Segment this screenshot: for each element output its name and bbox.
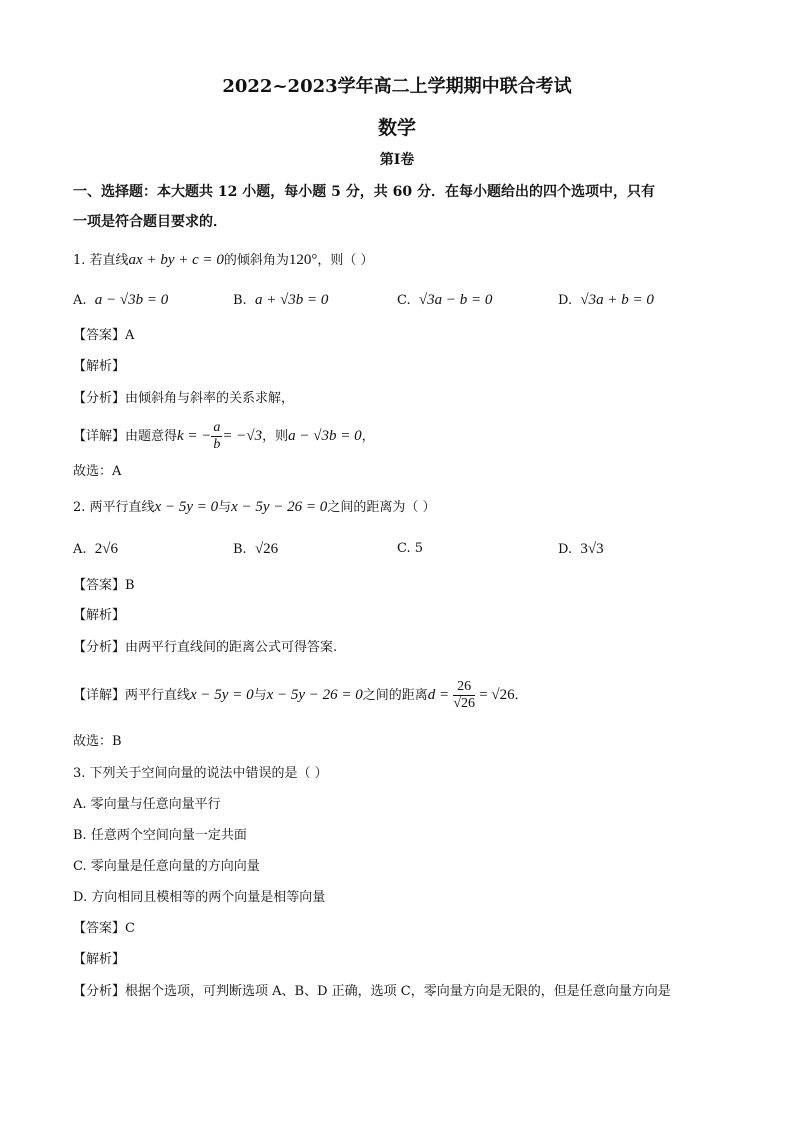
q2-distance-d: d = bbox=[427, 687, 450, 703]
q1-option-b-label: B. bbox=[233, 293, 247, 308]
q1-line-equation: ax + by + c = 0 bbox=[128, 252, 224, 268]
q3-option-a: A. 零向量与任意向量平行 bbox=[73, 797, 221, 812]
q2-option-d-text: 3√3 bbox=[580, 541, 604, 557]
q1-slope-k: k = − bbox=[177, 428, 212, 444]
q2-option-d-label: D. bbox=[558, 542, 573, 557]
q2-fraction bbox=[453, 679, 475, 712]
q1-slope-value: = −√3 bbox=[222, 428, 263, 444]
section-heading-line2: 一项是符合题目要求的． bbox=[73, 214, 227, 230]
q3-option-b: B. 任意两个空间向量一定共面 bbox=[73, 828, 247, 843]
exam-title: 2022~2023学年高二上学期期中联合考试 bbox=[222, 76, 572, 97]
q1-option-b bbox=[233, 290, 328, 311]
q2-option-b-text: √26 bbox=[254, 541, 279, 557]
q2-stem-mid: 与 bbox=[218, 500, 232, 515]
q1-angle: 120° bbox=[288, 252, 318, 268]
q1-option-d-text: √3a + b = 0 bbox=[580, 292, 654, 308]
q1-fenxi: 【分析】由倾斜角与斜率的关系求解， bbox=[73, 391, 295, 406]
q2-guxuan: 故选：B bbox=[73, 734, 122, 749]
q2-stem-prefix: 2. 两平行直线 bbox=[73, 500, 155, 515]
q1-result-equation: a − √3b = 0 bbox=[288, 428, 362, 444]
q2-option-c: C. 5 bbox=[397, 541, 424, 556]
q1-fraction-denominator: b bbox=[213, 437, 221, 452]
q2-option-a-label: A. bbox=[73, 542, 87, 557]
q1-xiangjie-mid: ，则 bbox=[262, 429, 289, 444]
q1-option-c-text: √3a − b = 0 bbox=[418, 292, 493, 308]
q3-answer: 【答案】C bbox=[73, 921, 135, 936]
q1-option-c bbox=[397, 290, 492, 311]
q1-xiangjie bbox=[73, 418, 375, 455]
q2-line2: x − 5y − 26 = 0 bbox=[231, 499, 328, 515]
q1-option-a-label: A. bbox=[73, 293, 87, 308]
q1-guxuan: 故选：A bbox=[73, 464, 122, 479]
q1-stem-prefix: 1. 若直线 bbox=[73, 253, 129, 268]
q1-option-a-text: a − √3b = 0 bbox=[94, 292, 169, 308]
q2-option-a bbox=[73, 539, 118, 560]
q1-option-b-text: a + √3b = 0 bbox=[254, 292, 329, 308]
q1-xiangjie-end: ， bbox=[361, 429, 375, 444]
section-heading-line1: 一、选择题：本大题共 12 小题，每小题 5 分，共 60 分．在每小题给出的四个选项中，只有 bbox=[73, 184, 655, 200]
q2-fraction-denominator: √26 bbox=[453, 696, 475, 711]
q2-distance-value: = √26 bbox=[479, 687, 515, 703]
q1-fraction bbox=[211, 420, 222, 453]
q2-option-d bbox=[558, 539, 604, 560]
q1-stem-mid: 的倾斜角为 bbox=[223, 253, 289, 268]
q2-xiangjie bbox=[73, 675, 528, 716]
q2-fraction-numerator: 26 bbox=[453, 679, 475, 696]
q2-jiexi: 【解析】 bbox=[73, 608, 126, 623]
q2-option-b-label: B. bbox=[233, 542, 247, 557]
q1-xiangjie-prefix: 【详解】由题意得 bbox=[73, 429, 178, 444]
q2-xiangjie-mid: 与 bbox=[253, 688, 267, 703]
subject-title: 数学 bbox=[377, 117, 416, 139]
q2-xiangjie-line1: x − 5y = 0 bbox=[190, 687, 254, 703]
q1-fraction-numerator: a bbox=[213, 420, 221, 435]
q3-fenxi: 【分析】根据个选项，可判断选项 A、B、D 正确，选项 C，零向量方向是无限的，但是任意向量方向是 bbox=[73, 984, 671, 999]
q1-option-a bbox=[73, 290, 168, 311]
q2-xiangjie-line2: x − 5y − 26 = 0 bbox=[266, 687, 363, 703]
q1-stem bbox=[73, 250, 374, 271]
q3-option-d: D. 方向相同且模相等的两个向量是相等向量 bbox=[73, 890, 326, 905]
q1-jiexi: 【解析】 bbox=[73, 359, 126, 374]
q2-xiangjie-prefix: 【详解】两平行直线 bbox=[73, 688, 191, 703]
q2-answer: 【答案】B bbox=[73, 578, 135, 593]
q1-answer: 【答案】A bbox=[73, 328, 135, 343]
q2-stem bbox=[73, 497, 435, 518]
q2-line1: x − 5y = 0 bbox=[154, 499, 219, 515]
q2-option-a-text: 2√6 bbox=[94, 541, 119, 557]
q3-jiexi: 【解析】 bbox=[73, 952, 126, 967]
q2-stem-suffix: 之间的距离为（ ） bbox=[327, 500, 436, 515]
q2-xiangjie-end: ． bbox=[514, 688, 528, 703]
q2-option-b bbox=[233, 539, 278, 560]
q1-option-d-label: D. bbox=[558, 293, 573, 308]
q1-option-c-label: C. bbox=[397, 293, 411, 308]
q3-stem: 3. 下列关于空间向量的说法中错误的是（ ） bbox=[73, 766, 328, 781]
q1-stem-suffix: ，则（ ） bbox=[317, 253, 374, 268]
q2-fenxi: 【分析】由两平行直线间的距离公式可得答案. bbox=[73, 640, 338, 655]
q2-xiangjie-mid2: 之间的距离 bbox=[362, 688, 428, 703]
q3-option-c: C. 零向量是任意向量的方向向量 bbox=[73, 859, 260, 874]
q1-option-d bbox=[558, 290, 654, 311]
volume-title: 第Ⅰ卷 bbox=[379, 152, 415, 168]
